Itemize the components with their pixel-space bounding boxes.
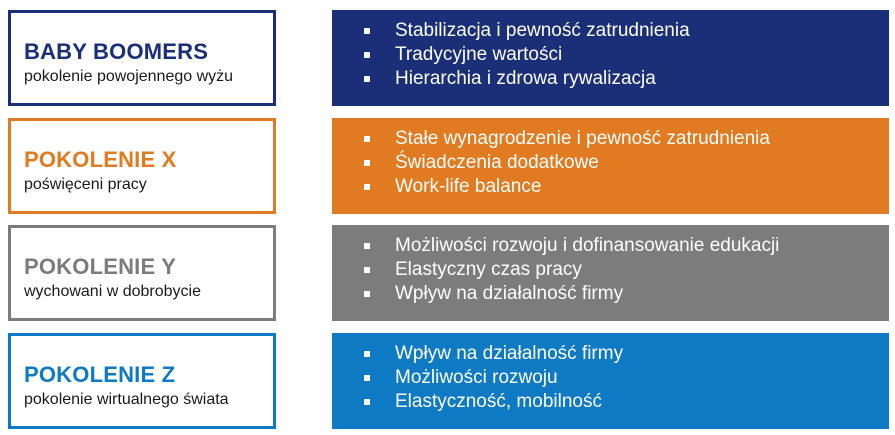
values-list	[364, 234, 779, 306]
generation-subtitle: pokolenie wirtualnego świata	[24, 391, 229, 408]
value-text: Stabilizacja i pewność zatrudnienia	[395, 20, 690, 41]
value-text: Elastyczność, mobilność	[395, 391, 602, 412]
list-item	[364, 366, 623, 390]
square-bullet-icon	[364, 351, 370, 357]
list-item	[364, 234, 779, 258]
generation-row-z	[0, 333, 895, 433]
square-bullet-icon	[364, 291, 370, 297]
generation-title: BABY BOOMERS	[24, 39, 209, 64]
values-list	[364, 127, 770, 199]
list-item	[364, 342, 623, 366]
square-bullet-icon	[364, 136, 370, 142]
value-text: Tradycyjne wartości	[395, 44, 563, 65]
values-box	[332, 10, 889, 106]
square-bullet-icon	[364, 160, 370, 166]
square-bullet-icon	[364, 184, 370, 190]
list-item	[364, 390, 623, 414]
list-item	[364, 127, 770, 151]
arrow-pointer-icon	[314, 255, 332, 291]
square-bullet-icon	[364, 76, 370, 82]
square-bullet-icon	[364, 52, 370, 58]
generation-label-box	[8, 10, 276, 106]
square-bullet-icon	[364, 375, 370, 381]
square-bullet-icon	[364, 243, 370, 249]
arrow-pointer-icon	[314, 363, 332, 399]
arrow-pointer-icon	[314, 40, 332, 76]
value-text: Elastyczny czas pracy	[395, 259, 582, 280]
list-item	[364, 151, 770, 175]
values-box	[332, 225, 889, 321]
square-bullet-icon	[364, 399, 370, 405]
value-text: Stałe wynagrodzenie i pewność zatrudnienia	[395, 128, 770, 149]
generation-row-x	[0, 118, 895, 218]
square-bullet-icon	[364, 267, 370, 273]
list-item	[364, 282, 779, 306]
value-text: Wpływ na działalność firmy	[395, 283, 624, 304]
value-text: Wpływ na działalność firmy	[395, 343, 624, 364]
generation-title: POKOLENIE X	[24, 147, 177, 172]
generation-subtitle: poświęceni pracy	[24, 176, 147, 193]
values-box	[332, 333, 889, 429]
list-item	[364, 175, 770, 199]
value-text: Możliwości rozwoju i dofinansowanie edukacji	[395, 235, 780, 256]
value-text: Work-life balance	[395, 176, 542, 197]
generation-title: POKOLENIE Z	[24, 362, 176, 387]
list-item	[364, 67, 690, 91]
arrow-pointer-icon	[314, 148, 332, 184]
generation-label-box	[8, 118, 276, 214]
values-list	[364, 342, 623, 414]
generation-subtitle: pokolenie powojennego wyżu	[24, 68, 234, 85]
values-box	[332, 118, 889, 214]
square-bullet-icon	[364, 28, 370, 34]
list-item	[364, 43, 690, 67]
generation-label-box	[8, 225, 276, 321]
generation-label-box	[8, 333, 276, 429]
values-list	[364, 19, 690, 91]
generation-subtitle: wychowani w dobrobycie	[24, 283, 201, 300]
value-text: Hierarchia i zdrowa rywalizacja	[395, 68, 656, 89]
value-text: Możliwości rozwoju	[395, 367, 558, 388]
generation-row-y	[0, 225, 895, 325]
value-text: Świadczenia dodatkowe	[395, 152, 599, 173]
generation-row-baby-boomers	[0, 10, 895, 110]
list-item	[364, 19, 690, 43]
list-item	[364, 258, 779, 282]
generation-title: POKOLENIE Y	[24, 254, 177, 279]
